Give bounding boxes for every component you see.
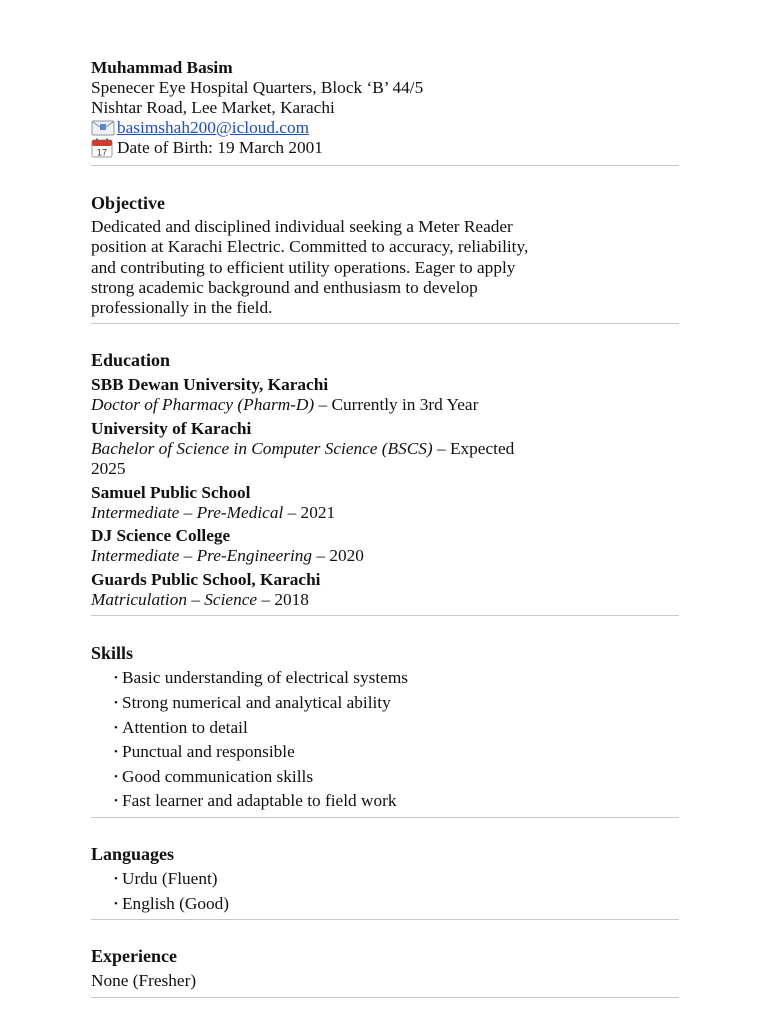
envelope-icon [91,119,117,137]
objective-heading: Objective [91,193,165,213]
objective-line: position at Karachi Electric. Committed to accuracy, reliability, [91,237,529,257]
degree-detail: – 2021 [283,502,336,522]
candidate-name: Muhammad Basim [91,58,233,77]
degree-line [91,590,679,611]
education-entry [91,483,679,524]
degree-title: Intermediate – Pre-Engineering [91,546,313,566]
school-name: University of Karachi [91,418,252,438]
objective-line: strong academic background and enthusiasm to develop [91,277,478,297]
email-row [91,118,679,138]
experience-heading: Experience [91,946,177,967]
list-item: • Good communication skills [91,765,679,790]
list-item: • English (Good) [91,892,679,917]
calendar-icon [91,139,117,157]
education-entry [91,375,679,416]
school-name: DJ Science College [91,526,231,546]
degree-line [91,395,679,416]
date-of-birth: Date of Birth: 19 March 2001 [117,138,323,157]
divider [91,615,679,616]
degree-title: Bachelor of Science in Computer Science (BSCS) [91,438,433,458]
education-entry [91,526,679,567]
divider [91,817,679,818]
email-link[interactable]: basimshah200@icloud.com [117,118,310,137]
divider [91,165,679,166]
objective-text [91,217,679,318]
education-entry [91,570,679,611]
list-item: • Strong numerical and analytical ability [91,691,679,716]
divider [91,323,679,324]
experience-text: None (Fresher) [91,971,197,991]
divider [91,919,679,920]
degree-title: Intermediate – Pre-Medical [91,502,284,522]
address-line-1: Spenecer Eye Hospital Quarters, Block ‘B’ 44/5 [91,78,424,97]
degree-detail-continued: 2025 [91,459,126,479]
skills-list [91,666,679,814]
list-item: • Urdu (Fluent) [91,867,679,892]
school-name: SBB Dewan University, Karachi [91,375,329,395]
resume-page [91,58,679,998]
degree-title: Doctor of Pharmacy (Pharm-D) [91,395,315,415]
dob-row [91,138,679,158]
school-name: Guards Public School, Karachi [91,569,321,589]
divider [91,997,679,998]
degree-line [91,546,679,567]
school-name: Samuel Public School [91,482,251,502]
address-line-2: Nishtar Road, Lee Market, Karachi [91,98,335,117]
degree-line [91,439,679,460]
degree-detail: – Expected [432,438,515,458]
skills-heading: Skills [91,643,134,664]
degree-line [91,503,679,524]
list-item: • Punctual and responsible [91,740,679,765]
degree-detail: – 2018 [257,589,309,609]
languages-heading: Languages [91,844,175,865]
objective-line: Dedicated and disciplined individual seeking a Meter Reader [91,217,513,236]
languages-list [91,867,679,916]
education-heading: Education [91,350,171,371]
objective-line: and contributing to efficient utility operations. Eager to apply [91,257,516,277]
degree-title: Matriculation – Science [91,589,258,609]
list-item: • Attention to detail [91,716,679,741]
education-entry [91,419,679,480]
degree-detail: – Currently in 3rd Year [314,395,479,415]
objective-line: professionally in the field. [91,298,273,318]
list-item: • Fast learner and adaptable to field work [91,789,679,814]
degree-detail: – 2020 [312,546,364,566]
list-item: • Basic understanding of electrical systems [91,666,679,691]
calendar-day: 17 [96,147,108,158]
